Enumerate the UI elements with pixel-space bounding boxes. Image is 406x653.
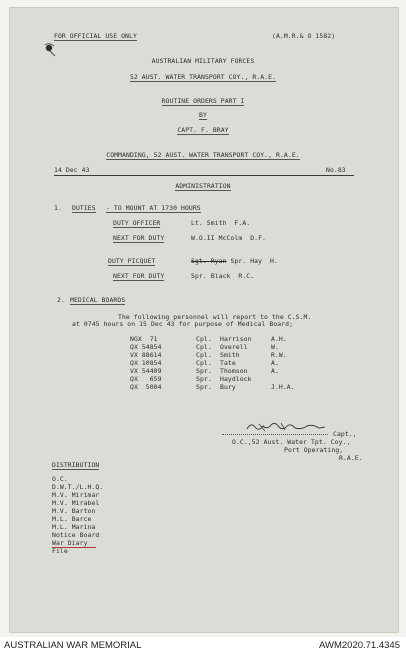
personnel-rank: Cpl. — [196, 335, 212, 343]
personnel-rank: Cpl. — [196, 343, 212, 351]
order-number: No.83 — [326, 166, 346, 174]
by-label: BY — [199, 111, 207, 119]
personnel-initials: J.H.A. — [271, 383, 295, 391]
form-reference: (A.M.R.& O 1582) — [272, 32, 336, 40]
distribution-item: D.W.T./L.H.Q. — [52, 483, 104, 491]
document-title: ROUTINE ORDERS PART I — [161, 97, 245, 105]
item-2-text-2: at 0745 hours on 15 Dec 43 for purpose of Medical Board; — [72, 320, 294, 328]
commanding-line: COMMANDING, 52 AUST. WATER TRANSPORT COY., R.A.E. — [106, 151, 300, 159]
personnel-rank: Cpl. — [196, 359, 212, 367]
personnel-name: Overell — [220, 343, 248, 351]
section-administration: ADMINISTRATION — [175, 182, 231, 190]
distribution-item: War Diary — [52, 539, 88, 547]
org-line-2: 52 AUST. WATER TRANSPORT COY., R.A.E. — [129, 73, 277, 81]
header-rule — [54, 175, 354, 176]
commanding-officer: CAPT. F. BRAY — [177, 126, 229, 134]
personnel-number: QX 10854 — [130, 359, 162, 367]
duty-officer-label: DUTY OFFICER — [113, 219, 161, 227]
signatory-line-1: O.C.,52 Aust. Water Tpt. Coy., — [232, 438, 351, 446]
next-for-duty-value-2: Spr. Black R.C. — [191, 272, 255, 280]
next-for-duty-value-1: W.O.II McColm D.F. — [191, 234, 267, 242]
personnel-number: QX 5004 — [130, 383, 162, 391]
personnel-name: Thomson — [220, 367, 248, 375]
distribution-title: DISTRIBUTION — [52, 461, 100, 469]
personnel-number: VX 88614 — [130, 351, 162, 359]
distribution-item: Notice Board — [52, 531, 100, 539]
distribution-item: M.V. Mirimar — [52, 491, 100, 499]
personnel-rank: Spr. — [196, 375, 212, 383]
personnel-number: QX 659 — [130, 375, 162, 383]
personnel-initials: A. — [271, 367, 279, 375]
item-1-title: DUTIES — [72, 204, 96, 212]
footer-accession-number: AWM2020.71.4345 — [319, 640, 400, 651]
distribution-item: M.V. Barton — [52, 507, 96, 515]
personnel-initials: A. — [271, 359, 279, 367]
distribution-item: File — [52, 547, 68, 555]
personnel-number: NGX 71 — [130, 335, 158, 343]
footer-institution: AUSTRALIAN WAR MEMORIAL — [4, 640, 142, 651]
personnel-rank: Spr. — [196, 383, 212, 391]
item-2-number: 2. — [57, 296, 65, 304]
signatory-line-2: Port Operating, — [284, 446, 344, 454]
footer-bar — [0, 637, 406, 653]
item-1-number: 1. — [54, 204, 62, 212]
signature-line — [222, 434, 328, 435]
personnel-name: Bury — [220, 383, 236, 391]
duty-picquet-label: DUTY PICQUET — [108, 257, 156, 265]
item-2-text-1: The following personnel will report to the C.S.M. — [118, 313, 312, 321]
distribution-item: O.C. — [52, 475, 68, 483]
signatory-line-3: R.A.E. — [339, 454, 363, 462]
personnel-rank: Spr. — [196, 367, 212, 375]
order-date: 14 Dec 43 — [54, 166, 90, 174]
personnel-name: Haydlock — [220, 375, 252, 383]
personnel-name: Tate — [220, 359, 236, 367]
personnel-rank: Cpl. — [196, 351, 212, 359]
classification-label: FOR OFFICIAL USE ONLY — [54, 32, 137, 40]
personnel-initials: A.H. — [271, 335, 287, 343]
personnel-name: Harrison — [220, 335, 252, 343]
personnel-number: QX 54854 — [130, 343, 162, 351]
punch-hole-mark — [40, 40, 62, 58]
distribution-item: M.L. Barce — [52, 515, 92, 523]
next-for-duty-label-2: NEXT FOR DUTY — [113, 272, 165, 280]
duty-picquet-struck: Sgt. Ryan — [191, 257, 227, 265]
personnel-initials: R.W. — [271, 351, 287, 359]
handwritten-signature — [245, 420, 327, 434]
org-line-1: AUSTRALIAN MILITARY FORCES — [151, 57, 255, 65]
signatory-rank: Capt., — [333, 430, 357, 438]
personnel-number: VX 54409 — [130, 367, 162, 375]
next-for-duty-label-1: NEXT FOR DUTY — [113, 234, 165, 242]
duty-picquet-value: Spr. Hay H. — [226, 257, 278, 265]
personnel-name: Smith — [220, 351, 240, 359]
red-underline-mark — [52, 547, 96, 548]
personnel-initials: W. — [271, 343, 279, 351]
duty-officer-value: Lt. Smith F.A. — [191, 219, 251, 227]
distribution-item: M.V. Mirabel — [52, 499, 100, 507]
distribution-item: M.L. Marina — [52, 523, 96, 531]
item-2-title: MEDICAL BOARDS — [70, 296, 126, 304]
item-1-subtitle: - TO MOUNT AT 1730 HOURS — [106, 204, 201, 212]
